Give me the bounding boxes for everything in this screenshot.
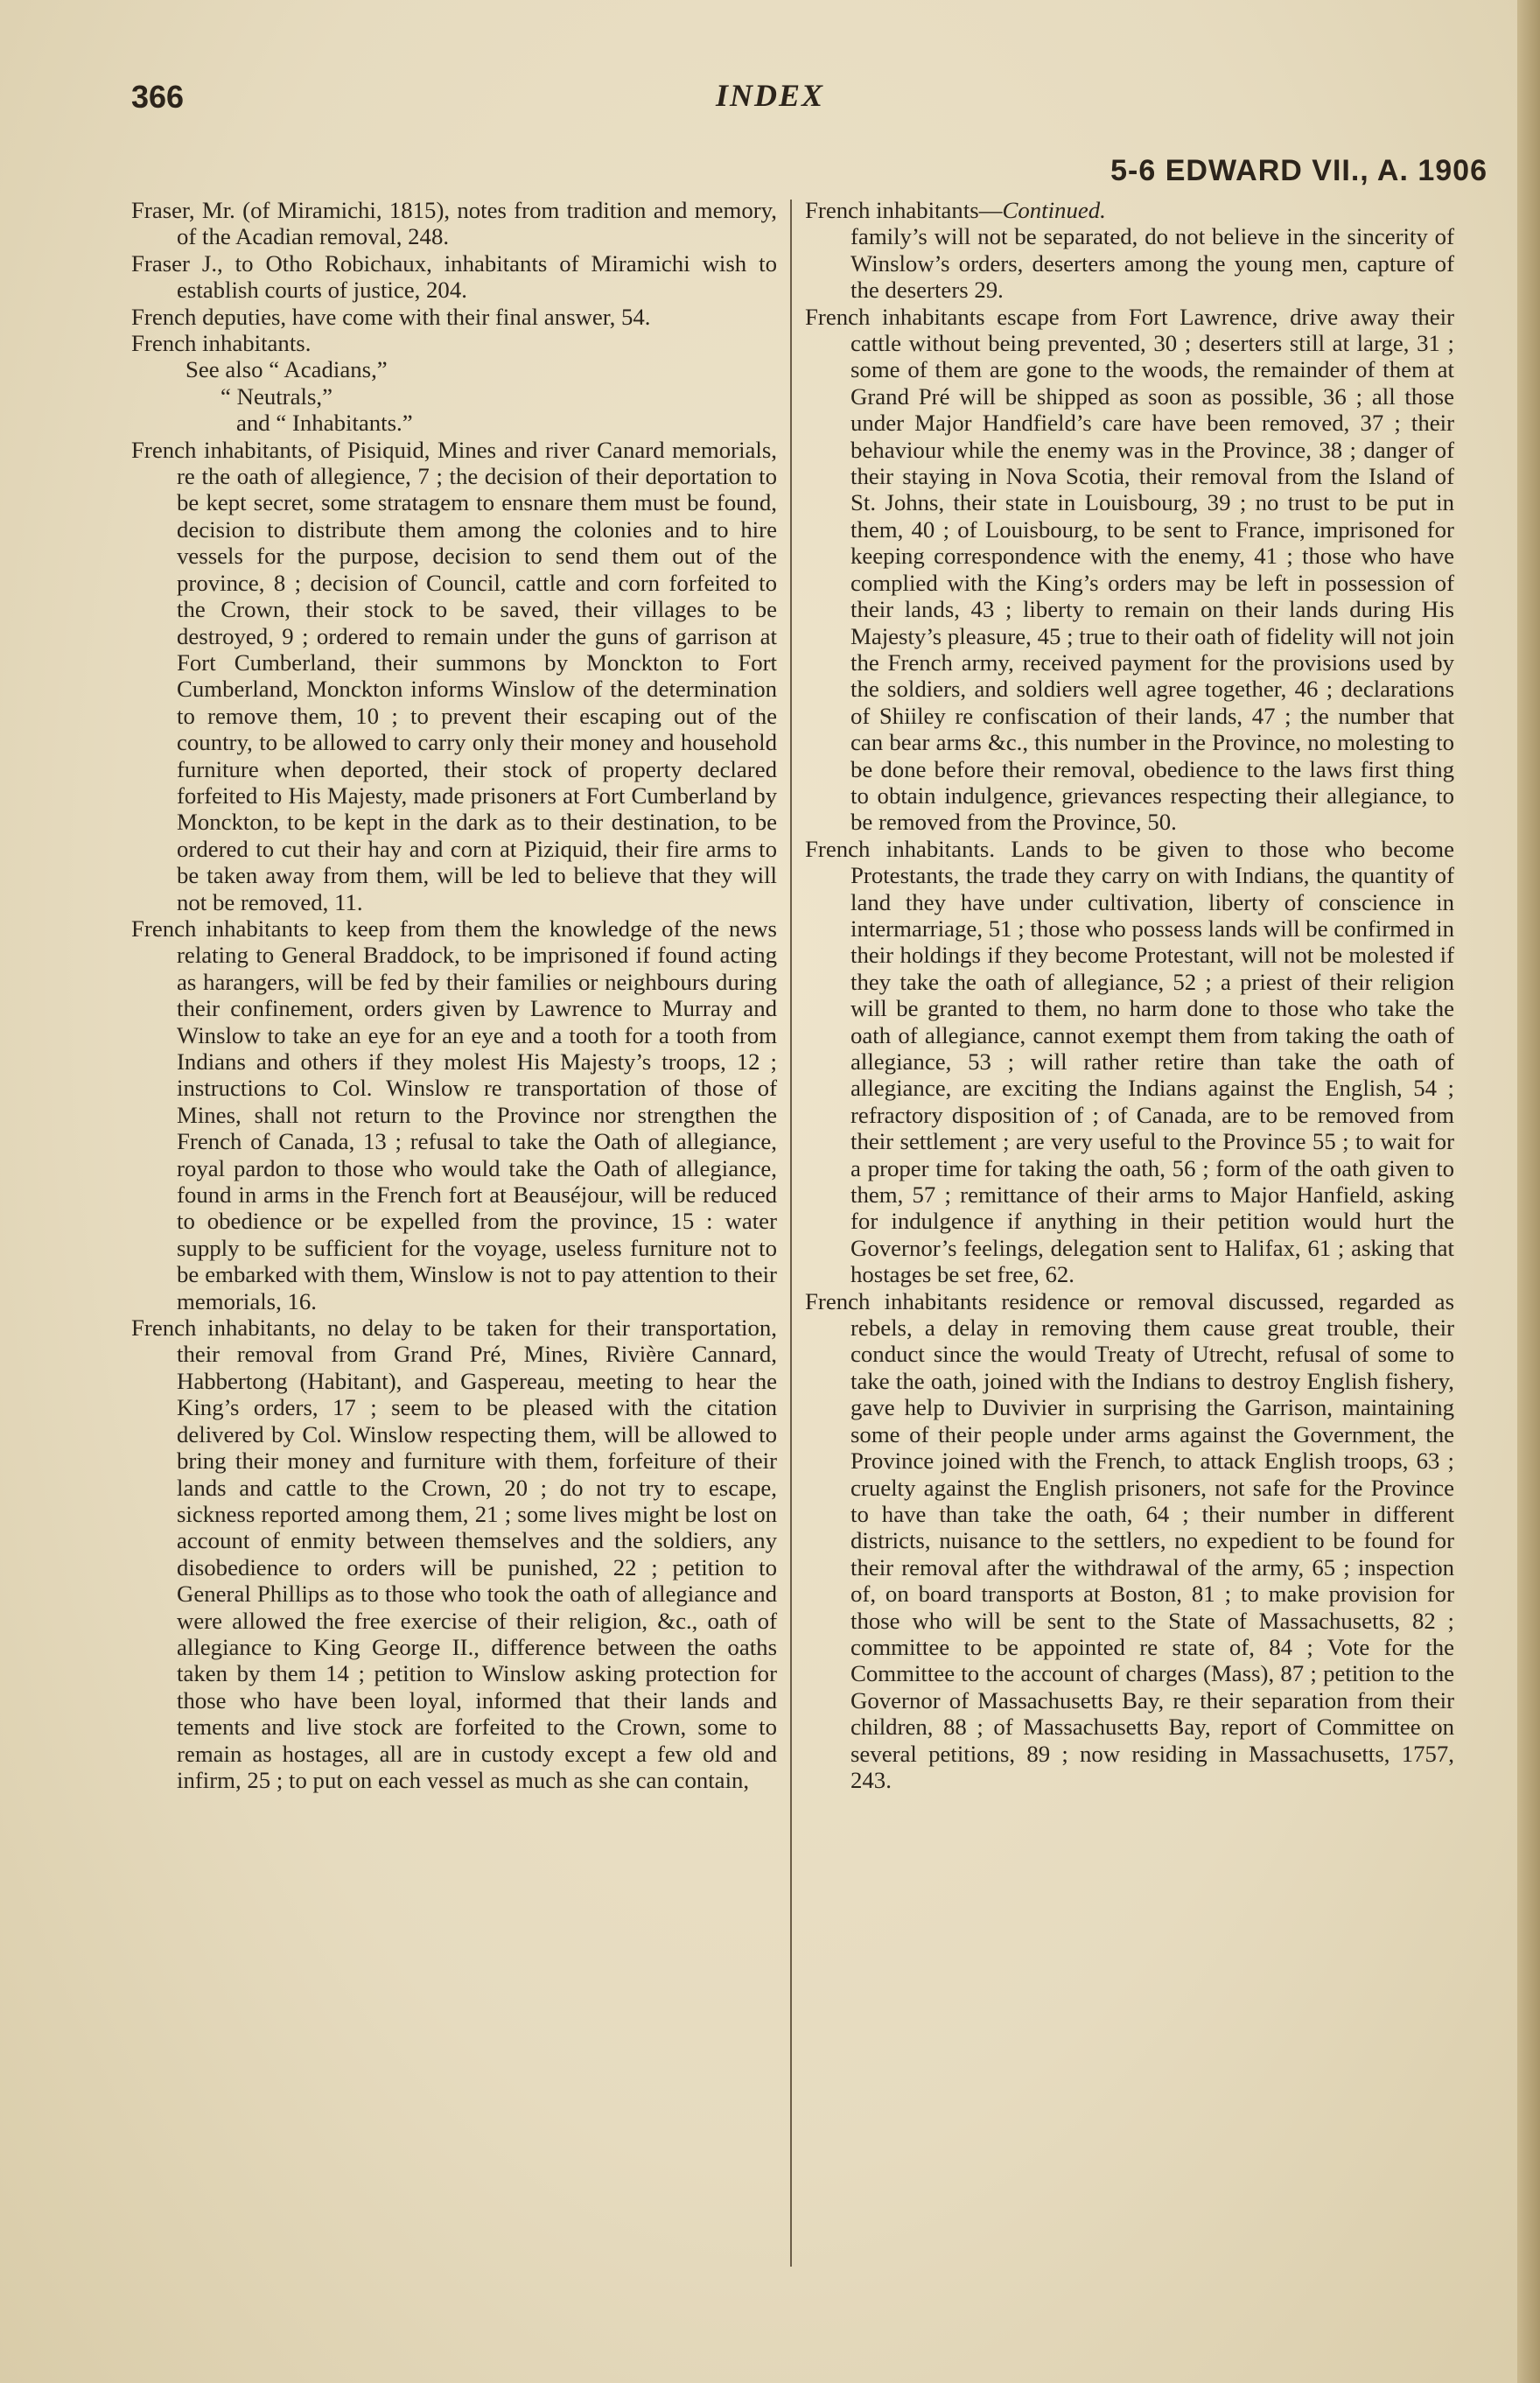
session-heading: 5-6 EDWARD VII., A. 1906 bbox=[1110, 154, 1488, 187]
continued-entry bbox=[805, 197, 1454, 304]
left-column bbox=[131, 197, 777, 1793]
continued-label: Continued. bbox=[1002, 197, 1106, 223]
see-also-line: “ Neutrals,” bbox=[220, 382, 332, 410]
continued-entry-head: French inhabitants— bbox=[805, 197, 1003, 223]
running-title: INDEX bbox=[715, 78, 825, 113]
right-column bbox=[805, 197, 1454, 1793]
index-entry: French inhabitants residence or removal discussed, regarded as rebels, a delay in removing them cause great trouble, their conduct since the would Treaty of Utrecht, refusal of some to take the oath, joined with the Indians to destroy English fishery, gave help to Duvivier in surprising the Garrison, maintaining some of their people under arms against the Government, the Province joined with the French, to attack English troops, 63 ; cruelty against the English prisoners, not safe for the Province to have than take the oath, 64 ; their number in different districts, nuisance to the settlers, no expedient to be found for their removal after the withdrawal of the army, 65 ; inspection of, on board transports at Boston, 81 ; to make provision for those who will be sent to the State of Massachusetts, 82 ; committee to be appointed re state of, 84 ; Vote for the Committee to the account of charges (Mass), 87 ; petition to the Governor of Massachusetts Bay, re their separation from their children, 88 ; of Massachusetts Bay, report of Committee on several petitions, 89 ; now residing in Massachusetts, 1757, 243. bbox=[805, 1287, 1454, 1793]
index-entry: French inhabitants, no delay to be taken for their transportation, their removal from Grand Pré, Mines, Rivière Cannard, Habbertong (Habitant), and Gaspereau, meeting to hear the King’s orders, 17 ; seem to be pleased with the citation delivered by Col. Winslow respecting them, will be allowed to bring their money and furniture with them, forfeiture of their lands and cattle to the Crown, 20 ; do not try to escape, sickness reported among them, 21 ; some lives might be lost on account of enmity between themselves and the soldiers, any disobedience to orders will be punished, 22 ; petition to General Phillips as to those who took the oath of allegiance and were allowed the free exercise of their religion, &c., oath of allegiance to King George II., difference between the oaths taken by them 14 ; petition to Winslow asking protection for those who have been loyal, informed that their lands and tements and live stock are forfeited to the Crown, some to remain as hostages, all are in custody except a few old and infirm, 25 ; to put on each vessel as much as she can contain, bbox=[131, 1314, 777, 1793]
index-entry: French inhabitants. Lands to be given to those who become Protestants, the trade they carry on with Indians, the quantity of land they have under cultivation, liberty of conscience in intermarriage, 51 ; those who possess lands will be confirmed in their holdings if they become Protestant, will not be molested if they take the oath of allegiance, 52 ; a priest of their religion will be granted to them, no harm done to those who take the oath of allegiance, cannot exempt them from taking the oath of allegiance, 53 ; will rather retire than take the oath of allegiance, are exciting the Indians against the English, 54 ; refractory disposition of ; of Canada, are to be removed from their settlement ; are very useful to the Province 55 ; to wait for a proper time for taking the oath, 56 ; form of the oath given to them, 57 ; remittance of their arms to Major Hanfield, asking for indulgence if anything in their petition would hurt the Governor’s feelings, delegation sent to Halifax, 61 ; asking that hostages be set free, 62. bbox=[805, 835, 1454, 1288]
see-also-line: See also “ Acadians,” bbox=[186, 356, 388, 383]
index-entry: Fraser J., to Otho Robichaux, inhabitants of Miramichi wish to establish courts of justice, 204. bbox=[131, 249, 777, 304]
continued-entry-text: family’s will not be separated, do not believe in the sincerity of Winslow’s orders, deserters among the young men, capture of the deserters 29. bbox=[850, 223, 1454, 304]
index-entry: French inhabitants, of Pisiquid, Mines and river Canard memorials, re the oath of allegience, 7 ; the decision of their deportation to be kept secret, some stratagem to ensnare them must be found, decision to distribute them among the colonies and to hire vessels for the purpose, decision to send them out of the province, 8 ; decision of Council, cattle and corn forfeited to the Crown, their stock to be saved, their villages to be destroyed, 9 ; ordered to remain under the guns of garrison at Fort Cumberland, their summons by Monckton to Fort Cumberland, Monckton informs Winslow of the determination to remove them, 10 ; to prevent their escaping out of the country, to be allowed to carry only their money and household furniture when deported, their stock of property declared forfeited to His Majesty, made prisoners at Fort Cumberland by Monckton, to be kept in the dark as to their destination, to be ordered to cut their hay and corn at Piziquid, their fire arms to be taken away from them, will be led to believe that they will not be removed, 11. bbox=[131, 436, 777, 915]
index-entry: Fraser, Mr. (of Miramichi, 1815), notes from tradition and memory, of the Acadian removal, 248. bbox=[131, 197, 777, 250]
index-entry: French deputies, have come with their final answer, 54. bbox=[131, 303, 651, 330]
index-entry: French inhabitants to keep from them the knowledge of the news relating to General Braddock, to be imprisoned if found acting as harangers, will be fed by their families or neighbours during their confinement, orders given by Lawrence to Murray and Winslow to take an eye for an eye and a tooth for a tooth from Indians and others if they molest His Majesty’s troops, 12 ; instructions to Col. Winslow re transportation of those of Mines, shall not return to the Province nor strengthen the French of Canada, 13 ; refusal to take the Oath of allegiance, royal pardon to those who would take the Oath of allegiance, found in arms in the French fort at Beauséjour, will be reduced to obedience or be expelled from the province, 15 : water supply to be sufficient for the voyage, useless furniture not to be embarked with them, Winslow is not to pay attention to their memorials, 16. bbox=[131, 915, 777, 1314]
page-edge-shadow bbox=[1517, 0, 1540, 2383]
column-divider bbox=[790, 200, 792, 2267]
index-entry: French inhabitants escape from Fort Lawrence, drive away their cattle without being prevented, 30 ; deserters still at large, 31 ; some of them are gone to the woods, the remainder of them at Grand Pré will be shipped as soon as possible, 36 ; all those under Major Handfield’s care have been removed, 37 ; their behaviour while the enemy was in the Province, 38 ; danger of their staying in Nova Scotia, their removal from the Island of St. Johns, their state in Louisbourg, 39 ; no trust to be put in them, 40 ; of Louisbourg, to be sent to France, imprisoned for keeping correspondence with the enemy, 41 ; those who have complied with the King’s orders may be left in possession of their lands, 43 ; liberty to remain on their lands during His Majesty’s pleasure, 45 ; true to their oath of fidelity will not join the French army, received payment for the provisions used by the soldiers, and soldiers well agree together, 46 ; declarations of Shiiley re confiscation of their lands, 47 ; the number that can bear arms &c., this number in the Province, no molesting to be done before their removal, obedience to the laws first thing to obtain indulgence, grievances respecting their allegiance, to be removed from the Province, 50. bbox=[805, 303, 1454, 836]
see-also-line: and “ Inhabitants.” bbox=[236, 410, 413, 437]
page-number: 366 bbox=[131, 79, 185, 115]
index-entry: French inhabitants. bbox=[131, 330, 312, 357]
